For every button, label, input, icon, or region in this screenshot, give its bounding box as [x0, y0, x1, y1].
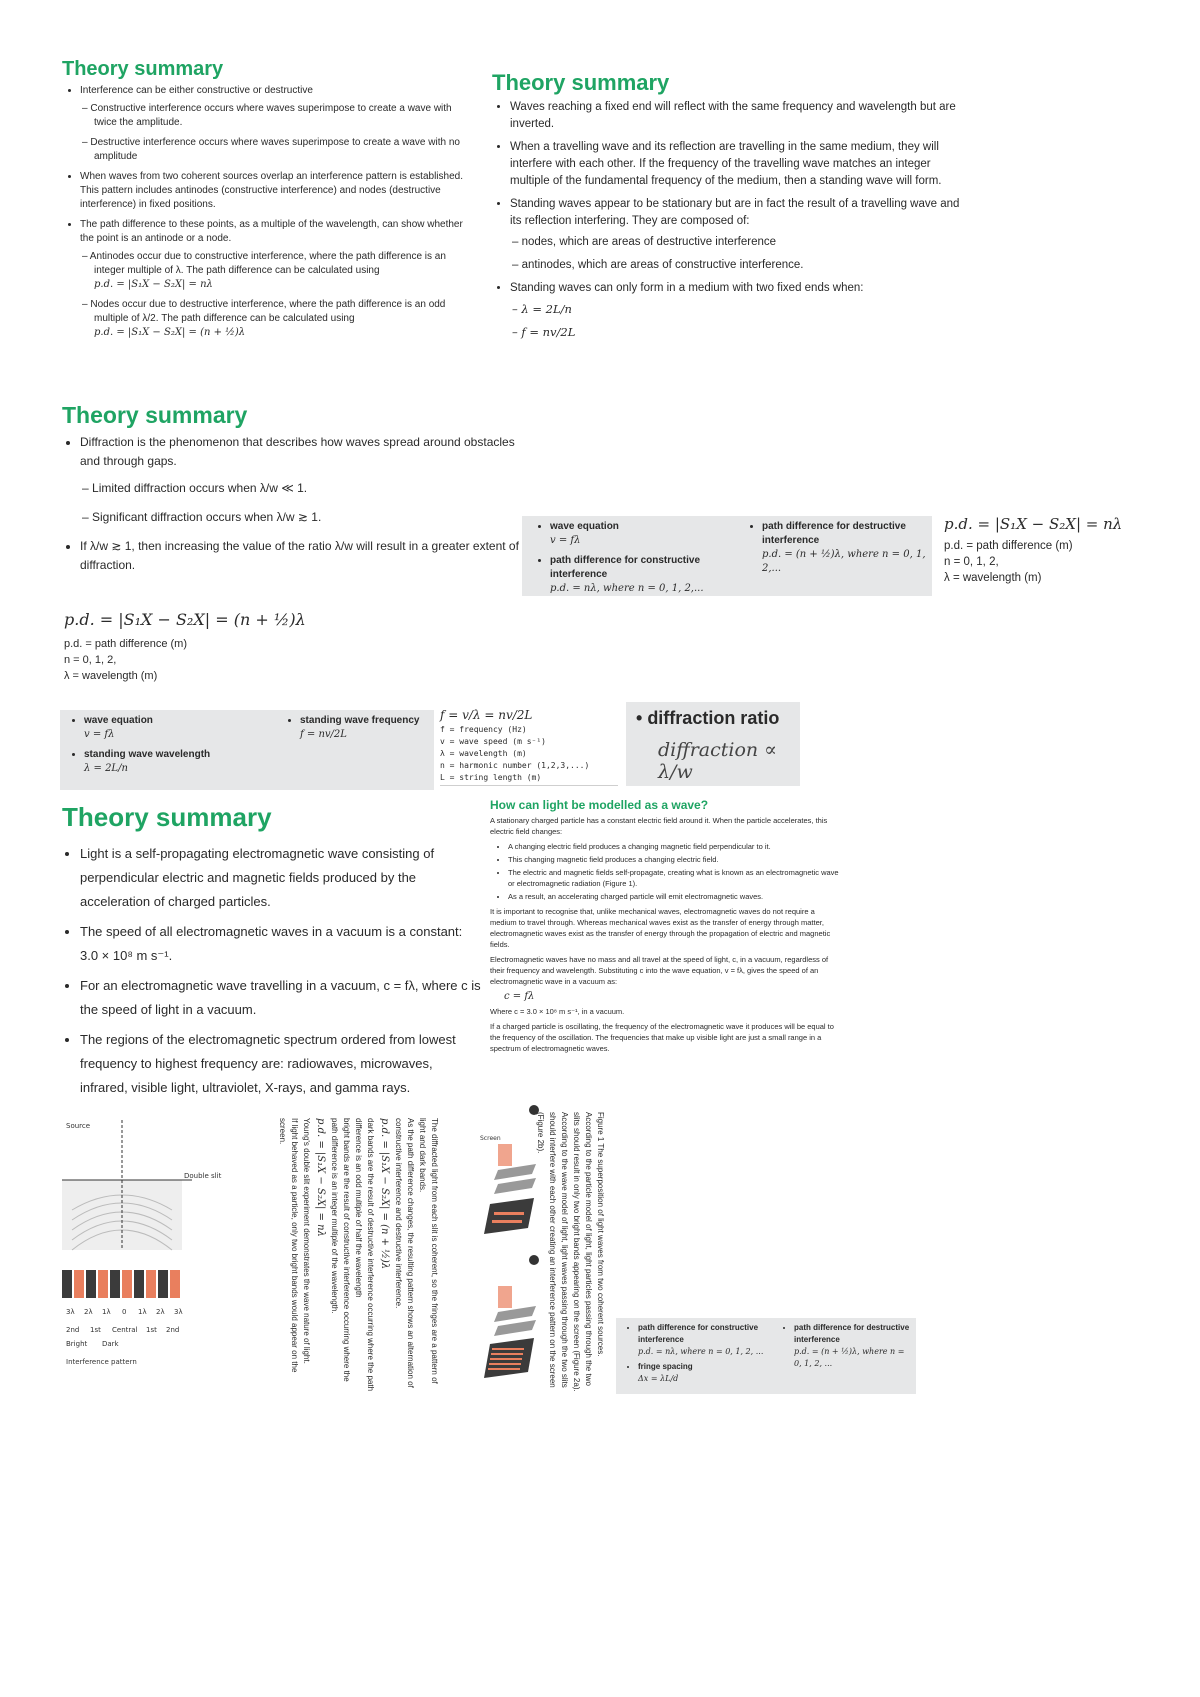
fringe	[98, 1270, 108, 1298]
double-slit-figure	[62, 1110, 222, 1390]
rotated-line: If light behaved as a particle, only two bright bands would appear on the screen.	[278, 1118, 299, 1373]
list-item	[550, 554, 722, 596]
equation: diffraction ∝ λ/w	[658, 739, 778, 783]
slit-label: Double slit	[184, 1172, 222, 1180]
list-item: – Significant diffraction occurs when λ/w ≳ 1.	[94, 508, 522, 527]
formula: v = fλ	[84, 729, 115, 740]
legend-line: f = frequency (Hz)	[440, 725, 527, 734]
fringe-label: Dark	[102, 1340, 119, 1348]
formula-constructive	[944, 516, 1184, 586]
fringe-label: 1st	[90, 1326, 101, 1334]
slit-plate	[494, 1178, 536, 1194]
list-item	[84, 714, 256, 742]
bright-band	[492, 1348, 524, 1350]
text: Antinodes occur due to constructive interference, where the path difference is an integer multiple of λ. The path difference can be calculated using	[89, 251, 446, 276]
slit-plate	[494, 1320, 536, 1336]
fringe-pattern	[62, 1270, 180, 1298]
section-title: Theory summary	[492, 70, 670, 95]
formula-box-double-slit	[616, 1318, 916, 1394]
diffraction-ratio-box	[626, 702, 800, 786]
text: Standing waves can only form in a medium with two fixed ends when:	[510, 282, 864, 294]
list-item: • The electric and magnetic fields self-propagate, creating what is known as an electromagnetic wave or electromagnetic radiation (Figure 1).	[508, 867, 840, 889]
band-label: 3λ	[66, 1308, 75, 1316]
formula: p.d. = |S₁X − S₂X| = nλ	[94, 279, 213, 290]
list-item	[550, 520, 722, 548]
formula-box-standing-waves	[60, 710, 434, 790]
fringe	[110, 1270, 120, 1298]
item-title: standing wave frequency	[300, 715, 420, 726]
light-wave-section	[490, 800, 840, 1054]
screen-label: Screen	[480, 1135, 501, 1142]
interference-diagram	[62, 1110, 222, 1390]
item-title: path difference for constructive interference	[550, 555, 701, 580]
bright-band	[488, 1368, 520, 1370]
rotated-line: Young's double slit experiment demonstrates the wave nature of light.	[302, 1118, 311, 1364]
band-label: 2λ	[156, 1308, 165, 1316]
list-item: – Constructive interference occurs where waves superimpose to create a wave with twice the amplitude.	[94, 102, 472, 130]
list-item	[638, 1361, 770, 1385]
formula: v = fλ	[550, 535, 581, 546]
list-item	[794, 1322, 914, 1370]
paragraph: It is important to recognise that, unlike mechanical waves, electromagnetic waves do not require a medium to travel through. Whereas mechanical waves exist as the transfer of energy through matter, electromagnetic waves exist as the transfer of energy through the propagation of electric and magnetic fields.	[490, 907, 831, 949]
band-label: 1λ	[138, 1308, 147, 1316]
beam	[498, 1144, 512, 1166]
legend-line: n = 0, 1, 2,	[944, 556, 999, 568]
text: Interference can be either constructive or destructive	[80, 85, 313, 96]
item-title: path difference for constructive interference	[638, 1323, 759, 1344]
rotated-line: bright bands are the result of constructive interference occurring where the path difference is an integer multiple of the wavelength.	[330, 1118, 351, 1382]
list-item	[510, 280, 962, 341]
list-item	[89, 250, 472, 292]
band-label: 2λ	[84, 1308, 93, 1316]
list-item	[510, 196, 962, 274]
legend-line: λ = wavelength (m)	[64, 670, 158, 682]
legend-line: p.d. = path difference (m)	[64, 638, 188, 650]
slit-plate	[494, 1306, 536, 1322]
theory-summary-diffraction	[62, 402, 522, 581]
list-item	[80, 84, 472, 164]
list-item	[80, 433, 522, 527]
rotated-line: According to the particle model of light, light particles passing through the two slits should result in only two bright bands appearing on the screen (Figure 2a).	[572, 1112, 593, 1392]
item-title: standing wave wavelength	[84, 749, 211, 760]
section-title: How can light be modelled as a wave?	[490, 798, 709, 812]
legend-line: n = harmonic number (1,2,3,...)	[440, 761, 590, 770]
rotated-text-interference	[276, 1118, 440, 1398]
box-title: • diffraction ratio	[636, 708, 780, 728]
item-title: wave equation	[550, 521, 619, 532]
rotated-line: dark bands are the result of destructive interference occurring where the path difference is an odd multiple of half the wavelength	[354, 1118, 375, 1392]
band-label: 0	[122, 1308, 127, 1316]
equation: p.d. = |S₁X − S₂X| = (n + ½)λ	[64, 610, 306, 629]
rotated-line: The diffracted light from each slit is coherent, so the fringes are a pattern of light and dark bands.	[418, 1118, 439, 1384]
fringe	[122, 1270, 132, 1298]
list-item: – Limited diffraction occurs when λ/w ≪ 1.	[94, 479, 522, 498]
equation: c = fλ	[504, 991, 535, 1002]
rotated-line: According to the wave model of light, light waves passing through the two slits should interfere with each other creating an interference pattern on the screen (Figure 2b).	[536, 1112, 569, 1388]
list-item: – antinodes, which are areas of constructive interference.	[524, 257, 962, 274]
equation: p.d. = |S₁X − S₂X| = nλ	[315, 1118, 326, 1237]
fringe	[86, 1270, 96, 1298]
fringe	[134, 1270, 144, 1298]
item-title: path difference for destructive interference	[762, 521, 906, 546]
list-item	[300, 714, 432, 742]
list-item: • When waves from two coherent sources overlap an interference pattern is established. This pattern includes antinodes (constructive interference) and nodes (destructive interference) in fixed positions.	[80, 170, 472, 212]
formula: p.d. = nλ, where n = 0, 1, 2, ...	[638, 1347, 764, 1356]
list-item: • When a travelling wave and its reflection are travelling in the same medium, they will interfere with each other. If the frequency of the travelling wave matches an integer multiple of the fundamental frequency of the medium, then a standing wave will form.	[510, 139, 962, 190]
list-item: • A changing electric field produces a changing magnetic field perpendicular to it.	[508, 841, 840, 852]
formula-standing-wave	[440, 706, 618, 786]
list-item: • If λ/w ≳ 1, then increasing the value of the ratio λ/w will result in a greater extent of diffraction.	[80, 537, 522, 575]
list-item	[84, 748, 256, 776]
band-label: 1λ	[102, 1308, 111, 1316]
formula-destructive	[64, 612, 364, 684]
screen-plate	[484, 1198, 534, 1234]
list-item: • This changing magnetic field produces a changing electric field.	[508, 854, 840, 865]
paragraph: Where c = 3.0 × 10⁸ m s⁻¹, in a vacuum.	[490, 1007, 625, 1016]
rotated-line: Figure 1 The superposition of light waves from two coherent sources.	[596, 1112, 605, 1357]
legend-line: p.d. = path difference (m)	[944, 540, 1073, 552]
equation: p.d. = |S₁X − S₂X| = nλ	[944, 515, 1123, 533]
fringe	[146, 1270, 156, 1298]
formula: p.d. = (n + ½)λ, where n = 0, 1, 2, ...	[794, 1347, 905, 1368]
list-item	[90, 298, 472, 340]
paragraph: If a charged particle is oscillating, the frequency of the electromagnetic wave it produces will be equal to the frequency of the oscillation. The frequencies that make up visible light are just a small range in a spectrum of electromagnetic waves.	[490, 1022, 834, 1053]
fringe	[170, 1270, 180, 1298]
text: diffraction ratio	[647, 708, 780, 728]
fringe-label: Central	[112, 1326, 138, 1334]
list-item: • The speed of all electromagnetic waves in a vacuum is a constant: 3.0 × 10⁸ m s⁻¹.	[80, 920, 482, 968]
list-item: • Light is a self-propagating electromagnetic wave consisting of perpendicular electric and magnetic fields produced by the acceleration of charged particles.	[80, 842, 482, 914]
section-title: Theory summary	[62, 402, 248, 428]
fringe-label: Bright	[66, 1340, 88, 1348]
list-item: – Destructive interference occurs where waves superimpose to create a wave with no amplitude	[94, 136, 472, 164]
legend-line: v = wave speed (m s⁻¹)	[440, 737, 546, 746]
legend-line: n = 0, 1, 2,	[64, 654, 117, 666]
formula: f = nv/2L	[300, 729, 347, 740]
formula-box-interference	[522, 516, 932, 596]
fringe	[74, 1270, 84, 1298]
item-title: fringe spacing	[638, 1362, 693, 1371]
text: Nodes occur due to destructive interference, where the path difference is an odd multiple of λ/2. The path difference can be calculated using	[90, 299, 446, 324]
paragraph: Electromagnetic waves have no mass and all travel at the speed of light, c, in a vacuum, regardless of their frequency and wavelength. Substituting c into the wave equation, v = fλ, gives the speed of an electromagnetic wave in a vacuum as:	[490, 955, 829, 986]
pattern-label: Interference pattern	[66, 1358, 137, 1366]
bright-band	[491, 1353, 523, 1355]
section-title: Theory summary	[62, 802, 272, 832]
slit-plate	[494, 1164, 536, 1180]
band-label: 3λ	[174, 1308, 183, 1316]
list-item: – nodes, which are areas of destructive interference	[524, 234, 962, 251]
item-title: wave equation	[84, 715, 153, 726]
list-item: • Waves reaching a fixed end will reflect with the same frequency and wavelength but are inverted.	[510, 99, 962, 133]
formula: p.d. = |S₁X − S₂X| = (n + ½)λ	[94, 327, 246, 338]
beam	[498, 1286, 512, 1308]
list-item: • The regions of the electromagnetic spectrum ordered from lowest frequency to highest frequency are: radiowaves, microwaves, infrared, visible light, ultraviolet, X-rays, and gamma rays.	[80, 1028, 482, 1100]
list-item	[80, 218, 472, 340]
item-title: path difference for destructive interference	[794, 1323, 910, 1344]
list-item: • As a result, an accelerating charged particle will emit electromagnetic waves.	[508, 891, 840, 902]
list-item: • For an electromagnetic wave travelling in a vacuum, c = fλ, where c is the speed of light in a vacuum.	[80, 974, 482, 1022]
formula: p.d. = nλ, where n = 0, 1, 2,...	[550, 583, 704, 594]
formula: – f = nv/2L	[524, 324, 962, 341]
formula: λ = 2L/n	[84, 763, 128, 774]
section-title: Theory summary	[62, 58, 224, 80]
bright-band	[489, 1363, 521, 1365]
text: Diffraction is the phenomenon that describes how waves spread around obstacles and through gaps.	[80, 435, 515, 468]
legend-line: L = string length (m)	[440, 773, 542, 782]
theory-summary-standing-waves	[492, 70, 962, 347]
list-item	[638, 1322, 770, 1358]
equation: f = v/λ = nv/2L	[440, 708, 533, 722]
fringe-label: 2nd	[66, 1326, 80, 1334]
fringe-label: 1st	[146, 1326, 157, 1334]
bright-band	[492, 1220, 522, 1223]
formula: p.d. = (n + ½)λ, where n = 0, 1, 2,...	[762, 549, 926, 574]
fringe	[62, 1270, 72, 1298]
text: The path difference to these points, as a multiple of the wavelength, can show whether the point is an antinode or a node.	[80, 219, 463, 244]
formula: Δx = λL/d	[638, 1374, 679, 1383]
theory-summary-interference	[62, 58, 472, 346]
rotated-text-models	[534, 1112, 606, 1392]
fringe	[158, 1270, 168, 1298]
rotated-line: As the path difference changes, the resulting pattern shows an alternation of constructive interference and destructive interference.	[394, 1118, 415, 1388]
bright-band	[494, 1212, 524, 1215]
legend-line: λ = wavelength (m)	[440, 749, 527, 758]
source-label: Source	[66, 1122, 91, 1130]
list-item	[762, 520, 929, 576]
formula: – λ = 2L/n	[524, 301, 962, 318]
fringe-label: 2nd	[166, 1326, 180, 1334]
text: Standing waves appear to be stationary but are in fact the result of a travelling wave and its reflection interfering. They are composed of:	[510, 198, 960, 227]
paragraph: A stationary charged particle has a constant electric field around it. When the particle accelerates, this electric field changes:	[490, 816, 828, 836]
legend-line: λ = wavelength (m)	[944, 572, 1042, 584]
theory-summary-em-waves	[62, 800, 482, 1106]
bright-band	[490, 1358, 522, 1360]
equation: p.d. = |S₁X − S₂X| = (n + ½)λ	[379, 1118, 390, 1270]
